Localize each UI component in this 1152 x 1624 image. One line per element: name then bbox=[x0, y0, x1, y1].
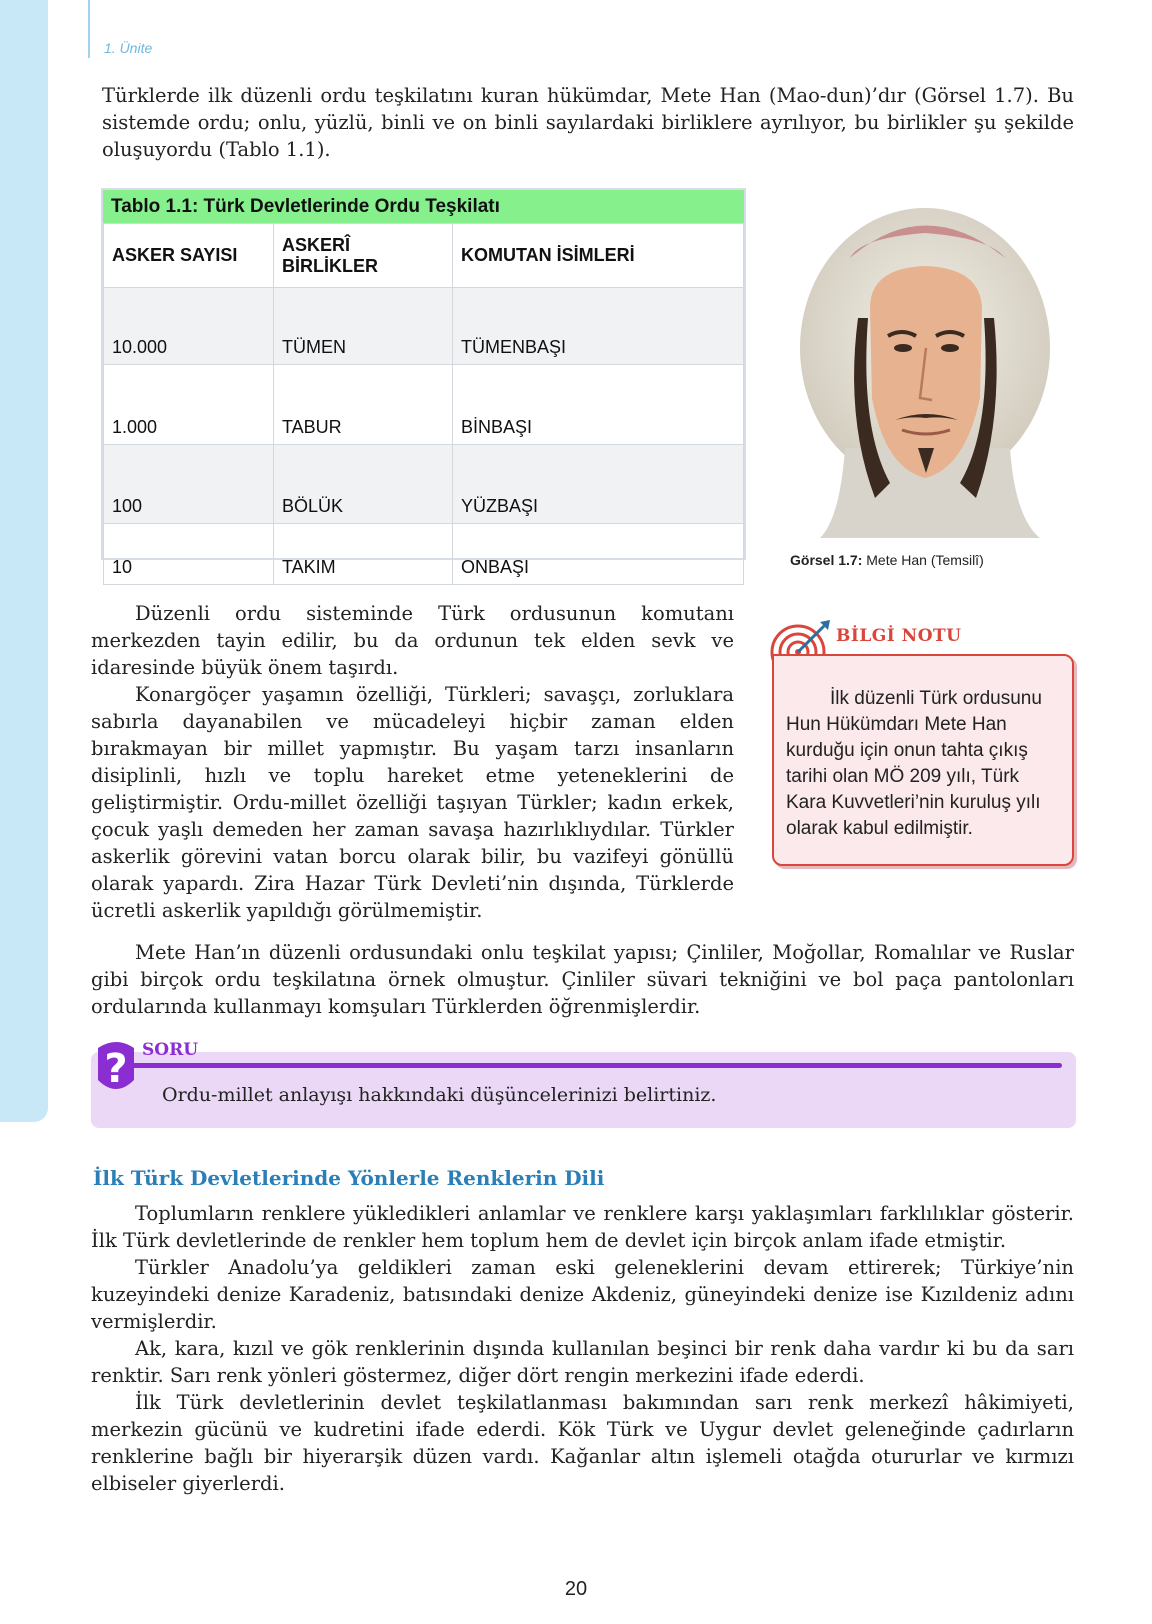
question-divider bbox=[132, 1063, 1062, 1068]
mete-han-portrait bbox=[790, 198, 1064, 538]
table-cell: ONBAŞI bbox=[453, 524, 744, 585]
question-text: Ordu-millet anlayışı hakkındaki düşüncelerinizi belirtiniz. bbox=[162, 1084, 717, 1106]
table-cell: TÜMENBAŞI bbox=[453, 288, 744, 365]
table-cell: BİNBAŞI bbox=[453, 365, 744, 445]
header-divider bbox=[88, 0, 90, 58]
table-cell: 10 bbox=[104, 524, 274, 585]
info-note-text: İlk düzenli Türk ordusunu Hun Hükümdarı Mete Han kurduğu için onun tahta çıkış tarihi olan MÖ 209 yılı, Türk Kara Kuvvetleri’nin kuruluş yılı olarak kabul edilmiştir. bbox=[786, 688, 1042, 839]
paragraph: Düzenli ordu sisteminde Türk ordusunun komutanı merkezden tayin edilir, bu da ordunun tek elden sevk ve idaresinde büyük önem taşırdı. bbox=[91, 602, 734, 679]
svg-text:?: ? bbox=[104, 1046, 128, 1092]
page-number: 20 bbox=[564, 1578, 588, 1600]
column-header: ASKERÎ BİRLİKLER bbox=[274, 224, 453, 288]
table-cell: 100 bbox=[104, 445, 274, 524]
column-header: ASKER SAYISI bbox=[104, 224, 274, 288]
table-cell: TAKIM bbox=[274, 524, 453, 585]
intro-paragraph: Türklerde ilk düzenli ordu teşkilatını kuran hükümdar, Mete Han (Mao-dun)’dır (Görsel 1.7). Bu sistemde ordu; onlu, yüzlü, binli ve on binli sayılardaki birliklere ayrılıyor, bu birlikler şu şekilde oluşuyordu (Tablo 1.1). bbox=[102, 84, 1074, 161]
table-cell: 1.000 bbox=[104, 365, 274, 445]
unit-label: 1. Ünite bbox=[104, 40, 153, 56]
column-header: KOMUTAN İSİMLERİ bbox=[453, 224, 744, 288]
paragraph: Konargöçer yaşamın özelliği, Türkleri; savaşçı, zorluklara sabırla dayanabilen ve mücadeleyi hiçbir zaman elden bırakmayan bir millet yapmıştır. Bu yaşam tarzı insanların disiplinli, hızlı ve toplu hareket etme yeteneklerini de geliştirmiştir. Ordu-millet özelliği taşıyan Türkler; kadın erkek, çocuk yaşlı demeden her zaman savaşa hazırlıklıydılar. Türkler askerlik görevini vatan borcu olarak bilir, bu vazifeyi gönüllü olarak yapardı. Zira Hazar Türk Devleti’nin dışında, Türklerde ücretli askerlik yapıldığı görülmemiştir. bbox=[91, 683, 734, 922]
paragraph: Ak, kara, kızıl ve gök renklerinin dışında kullanılan beşinci bir renk daha vardır ki bu da sarı renktir. Sarı renk yönleri göstermez, diğer dört rengin merkezini ifade ederdi. bbox=[91, 1337, 1074, 1387]
table-cell: TABUR bbox=[274, 365, 453, 445]
paragraph: Mete Han’ın düzenli ordusundaki onlu teşkilat yapısı; Çinliler, Moğollar, Romalılar ve Ruslar gibi birçok ordu teşkilatına örnek olmuştur. Çinliler süvari tekniğini ve bol paça pantolonları ordularında kullanmayı komşuları Türklerden öğrenmişlerdir. bbox=[91, 941, 1074, 1018]
table-title: Tablo 1.1: Türk Devletlerinde Ordu Teşkilatı bbox=[103, 190, 744, 223]
table-cell: 10.000 bbox=[104, 288, 274, 365]
paragraph: Toplumların renklere yükledikleri anlamlar ve renklere karşı yaklaşımları farklılıklar gösterir. İlk Türk devletlerinde de renkler hem toplum hem de devlet için birçok anlam ifade etmiştir. bbox=[91, 1202, 1074, 1252]
table-cell: TÜMEN bbox=[274, 288, 453, 365]
army-table bbox=[101, 188, 746, 577]
table-row bbox=[104, 365, 744, 445]
army-organization-table bbox=[103, 223, 744, 585]
side-color-band bbox=[0, 0, 48, 1122]
paragraph: İlk Türk devletlerinin devlet teşkilatlanması bakımından sarı renk merkezî hâkimiyeti, merkezin gücünü ve kudretini ifade ederdi. Kök Türk ve Uygur devlet geleneğinde çadırların renklerine bağlı bir hiyerarşik düzen vardı. Kağanlar altın işlemeli otağda otururlar ve kırmızı elbiseler giyerlerdi. bbox=[91, 1391, 1074, 1495]
paragraph: Türkler Anadolu’ya geldikleri zaman eski geleneklerini devam ettirerek; Türkiye’nin kuzeyindeki denize Karadeniz, batısındaki denize Akdeniz, güneyindeki denize ise Kızıldeniz adını vermişlerdir. bbox=[91, 1256, 1074, 1333]
info-note-title: BİLGİ NOTU bbox=[836, 626, 962, 646]
figure-caption: Görsel 1.7: Mete Han (Temsilî) bbox=[790, 552, 984, 568]
question-title: SORU bbox=[142, 1040, 199, 1060]
table-cell: YÜZBAŞI bbox=[453, 445, 744, 524]
table-row bbox=[104, 288, 744, 365]
question-mark-icon bbox=[92, 1040, 140, 1098]
table-row bbox=[104, 524, 744, 585]
table-row bbox=[104, 445, 744, 524]
section-heading: İlk Türk Devletlerinde Yönlerle Renklerin Dili bbox=[93, 1166, 605, 1190]
table-cell: BÖLÜK bbox=[274, 445, 453, 524]
